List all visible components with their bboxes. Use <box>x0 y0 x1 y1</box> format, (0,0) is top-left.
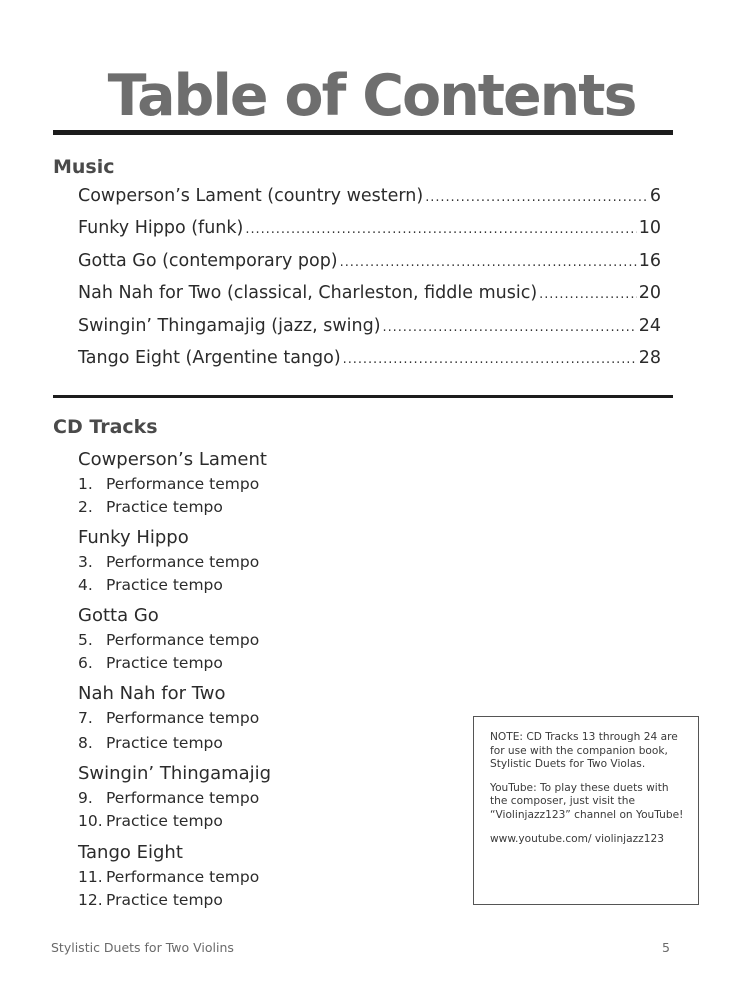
track-label: Performance tempo <box>106 475 260 493</box>
track-label: Practice tempo <box>106 734 223 752</box>
dot-leader <box>245 222 636 237</box>
track-row <box>78 551 259 574</box>
track-number: 12. <box>78 891 103 909</box>
toc-entry-page: 24 <box>638 315 661 336</box>
section-divider <box>53 395 673 398</box>
toc-entry-title: Tango Eight (Argentine tango) <box>78 347 341 368</box>
page-title: Table of Contents <box>107 63 636 129</box>
track-number: 11. <box>78 868 103 886</box>
track-label: Practice tempo <box>106 654 223 672</box>
cd-tracks-heading: CD Tracks <box>53 416 158 438</box>
dot-leader <box>539 287 637 302</box>
dot-leader <box>383 320 637 335</box>
toc-entry-page: 16 <box>638 250 661 271</box>
track-row <box>78 574 259 597</box>
track-number: 2. <box>78 498 93 516</box>
title-divider <box>53 130 673 135</box>
track-group-nah-nah-for-two <box>78 681 259 755</box>
toc-entry-title: Cowperson’s Lament (country western) <box>78 186 424 206</box>
note-youtube-url: www.youtube.com/ violinjazz123 <box>490 832 664 845</box>
track-label: Performance tempo <box>106 789 260 807</box>
track-number: 1. <box>78 475 93 493</box>
track-group-title: Swingin’ Thingamajig <box>78 763 272 784</box>
track-label: Performance tempo <box>106 631 260 649</box>
track-label: Performance tempo <box>106 709 260 727</box>
track-row <box>78 707 259 730</box>
track-row <box>78 496 267 519</box>
track-label: Practice tempo <box>106 576 223 594</box>
track-number: 8. <box>78 734 93 752</box>
track-number: 6. <box>78 654 93 672</box>
track-group-title: Cowperson’s Lament <box>78 449 267 470</box>
toc-entry-page: 20 <box>638 283 661 304</box>
track-label: Practice tempo <box>106 891 223 909</box>
track-group-title: Gotta Go <box>78 605 159 626</box>
track-row <box>78 866 259 889</box>
dot-leader <box>425 190 648 205</box>
track-number: 4. <box>78 576 93 594</box>
track-row <box>78 629 259 652</box>
music-heading: Music <box>53 156 115 178</box>
note-box <box>473 716 699 905</box>
toc-entry <box>78 186 661 218</box>
track-group-funky-hippo <box>78 525 259 597</box>
track-group-tango-eight <box>78 840 259 912</box>
track-group-title: Nah Nah for Two <box>78 683 226 704</box>
toc-entry <box>78 316 661 348</box>
toc-entry-title: Funky Hippo (funk) <box>78 218 244 239</box>
note-youtube: YouTube: To play these duets with the composer, just visit the “Violinjazz123” channel on YouTube! <box>490 781 684 821</box>
track-label: Performance tempo <box>106 868 260 886</box>
track-label: Performance tempo <box>106 553 260 571</box>
track-number: 10. <box>78 812 103 830</box>
toc-entry <box>78 251 661 283</box>
track-label: Practice tempo <box>106 498 223 516</box>
track-label: Practice tempo <box>106 812 223 830</box>
music-toc-list <box>78 186 661 380</box>
track-group-gotta-go <box>78 603 259 675</box>
toc-entry-page: 6 <box>649 186 661 206</box>
track-group-cowpersons-lament <box>78 447 267 519</box>
track-group-title: Tango Eight <box>78 842 183 863</box>
track-row <box>78 810 271 833</box>
track-group-swingin-thingamajig <box>78 761 271 833</box>
dot-leader <box>340 255 637 270</box>
track-number: 9. <box>78 789 93 807</box>
track-row <box>78 732 259 755</box>
toc-entry-page: 10 <box>638 218 661 239</box>
toc-entry <box>78 218 661 250</box>
toc-entry <box>78 283 661 315</box>
footer-book-title: Stylistic Duets for Two Violins <box>51 940 234 955</box>
note-cd-tracks: NOTE: CD Tracks 13 through 24 are for use with the companion book, Stylistic Duets for Two Violas. <box>490 731 678 771</box>
track-number: 5. <box>78 631 93 649</box>
track-number: 7. <box>78 709 93 727</box>
dot-leader <box>343 352 637 367</box>
track-row <box>78 787 271 810</box>
toc-entry-title: Nah Nah for Two (classical, Charleston, fiddle music) <box>78 283 538 304</box>
track-row <box>78 889 259 912</box>
toc-entry <box>78 348 661 380</box>
track-row <box>78 473 267 496</box>
track-group-title: Funky Hippo <box>78 527 189 548</box>
track-number: 3. <box>78 553 93 571</box>
toc-entry-title: Swingin’ Thingamajig (jazz, swing) <box>78 315 381 336</box>
track-row <box>78 652 259 675</box>
footer-page-number: 5 <box>662 940 670 955</box>
toc-entry-page: 28 <box>638 347 661 368</box>
toc-entry-title: Gotta Go (contemporary pop) <box>78 250 338 271</box>
